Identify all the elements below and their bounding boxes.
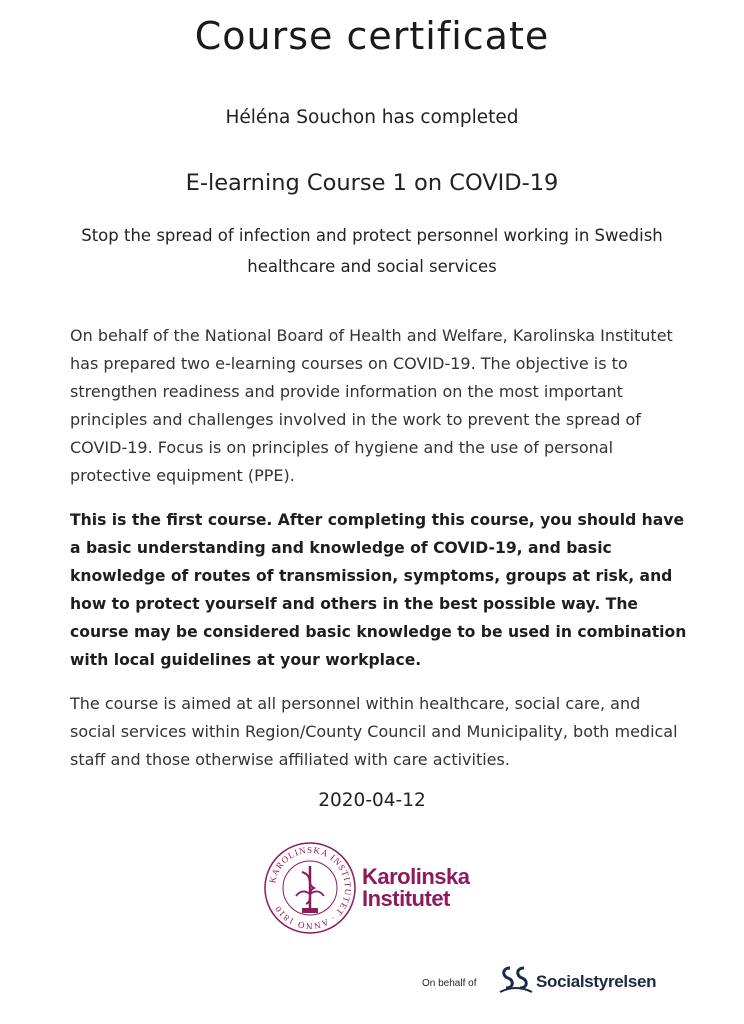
karolinska-line-1: Karolinska (362, 864, 470, 889)
socialstyrelsen-logo (420, 960, 670, 1000)
karolinska-wordmark (362, 866, 470, 910)
socialstyrelsen-emblem-icon (496, 962, 536, 996)
karolinska-seal-icon (262, 840, 358, 936)
karolinska-logo (262, 836, 482, 936)
karolinska-line-2: Institutet (362, 886, 450, 911)
certificate-title: Course certificate (194, 14, 550, 58)
audience-paragraph: The course is aimed at all personnel within healthcare, social care, and social services within Region/County Council and Municipality, both medical staff and those otherwise affiliated with care activities. (70, 694, 678, 769)
course-name: E-learning Course 1 on COVID-19 (185, 170, 559, 196)
objectives-paragraph: This is the first course. After completing this course, you should have a basic understanding and knowledge of COVID-19, and basic knowledge of routes of transmission, symptoms, groups at risk, and how to protect yourself and others in the best possible way. The course may be considered basic knowledge to be used in combination with local guidelines at your workplace. (70, 511, 687, 669)
svg-text:KAROLINSKA INSTITUTET · ANNO 1: KAROLINSKA INSTITUTET · ANNO 1810 (267, 844, 354, 932)
on-behalf-of-label: On behalf of (422, 978, 477, 989)
completion-date: 2020-04-12 (318, 790, 426, 811)
completed-line: Héléna Souchon has completed (225, 107, 519, 128)
description-paragraph: On behalf of the National Board of Health and Welfare, Karolinska Institutet has prepared two e-learning courses on COVID-19. The objective is to strengthen readiness and provide information on the most important principles and challenges involved in the work to prevent the spread of COVID-19. Focus is on principles of hygiene and the use of personal protective equipment (PPE). (70, 326, 673, 485)
socialstyrelsen-wordmark: Socialstyrelsen (536, 972, 657, 991)
course-subtitle: Stop the spread of infection and protect personnel working in Swedish healthcare and social services (81, 226, 663, 276)
